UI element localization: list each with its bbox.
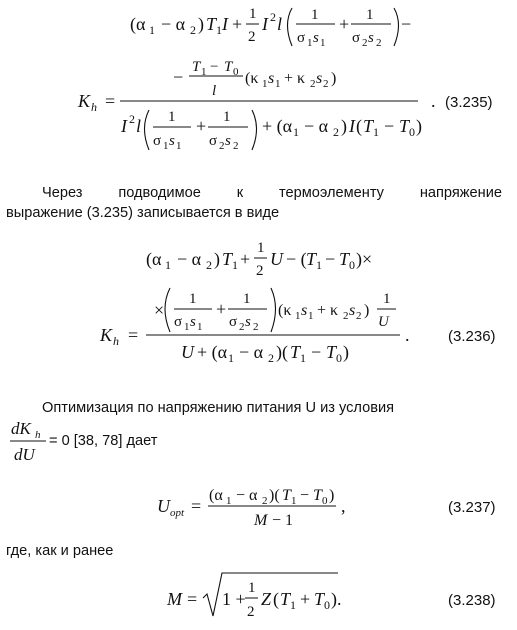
svg-text:1: 1 bbox=[248, 580, 256, 596]
svg-text:=: = bbox=[128, 325, 139, 345]
svg-text:+ κ: + κ bbox=[284, 70, 306, 87]
svg-text:2: 2 bbox=[248, 29, 256, 45]
svg-text:1: 1 bbox=[295, 310, 301, 322]
svg-text:1: 1 bbox=[308, 310, 314, 322]
svg-text:1: 1 bbox=[373, 125, 379, 139]
svg-text:(: ( bbox=[273, 589, 279, 609]
svg-text:1: 1 bbox=[232, 258, 238, 272]
svg-text:1: 1 bbox=[163, 140, 169, 152]
svg-text:T: T bbox=[224, 59, 233, 75]
svg-text:− (: − ( bbox=[286, 249, 307, 269]
svg-text:1: 1 bbox=[149, 23, 155, 37]
svg-text:): ) bbox=[416, 116, 422, 136]
svg-text:dU: dU bbox=[14, 445, 35, 464]
svg-text:σ: σ bbox=[229, 314, 238, 330]
svg-text:−: − bbox=[384, 116, 395, 136]
svg-text:2: 2 bbox=[270, 10, 276, 24]
svg-text:I: I bbox=[349, 116, 355, 136]
svg-text:): ) bbox=[364, 302, 370, 319]
svg-text:T: T bbox=[306, 249, 317, 269]
svg-text:+ (α: + (α bbox=[262, 116, 293, 136]
svg-text:1: 1 bbox=[291, 495, 297, 507]
svg-text:2: 2 bbox=[239, 321, 245, 333]
svg-text:(α: (α bbox=[130, 14, 146, 34]
svg-text:−: − bbox=[210, 59, 219, 75]
svg-text:): ) bbox=[329, 487, 335, 504]
svg-text:−: − bbox=[173, 67, 184, 87]
svg-text:×: × bbox=[154, 300, 165, 320]
word: термоэлементу bbox=[278, 185, 384, 201]
svg-text:− α: − α bbox=[161, 14, 186, 34]
svg-text:1: 1 bbox=[300, 351, 306, 365]
svg-text:): ) bbox=[343, 342, 349, 362]
svg-text:): ) bbox=[198, 14, 204, 34]
svg-text:T: T bbox=[363, 116, 374, 136]
svg-text:K: K bbox=[100, 325, 113, 345]
word: к bbox=[236, 185, 244, 201]
svg-text:s: s bbox=[349, 302, 356, 319]
svg-text:1: 1 bbox=[223, 109, 231, 125]
svg-text:−: − bbox=[325, 249, 336, 269]
svg-text:1: 1 bbox=[320, 37, 326, 49]
svg-text:T: T bbox=[222, 249, 233, 269]
svg-text:U: U bbox=[270, 249, 283, 269]
svg-text:T: T bbox=[399, 116, 410, 136]
svg-text:opt: opt bbox=[170, 507, 185, 519]
svg-text:2: 2 bbox=[129, 112, 135, 126]
svg-text:T: T bbox=[280, 589, 291, 609]
svg-text:2: 2 bbox=[356, 310, 362, 322]
svg-text:=: = bbox=[191, 496, 202, 516]
svg-text:1 +: 1 + bbox=[222, 589, 246, 609]
svg-text:0: 0 bbox=[324, 598, 330, 612]
svg-text:2: 2 bbox=[262, 495, 268, 507]
svg-text:(α: (α bbox=[209, 487, 223, 504]
svg-text:0: 0 bbox=[409, 125, 415, 139]
svg-text:0: 0 bbox=[322, 495, 328, 507]
svg-text:U: U bbox=[378, 314, 389, 330]
svg-text:K: K bbox=[78, 91, 91, 111]
svg-text:Z: Z bbox=[261, 589, 272, 609]
svg-text:T: T bbox=[326, 342, 337, 362]
svg-text:1: 1 bbox=[216, 23, 222, 37]
svg-text:1: 1 bbox=[366, 7, 374, 23]
word: напряжение bbox=[419, 185, 502, 201]
svg-text:2: 2 bbox=[206, 258, 212, 272]
svg-text:1: 1 bbox=[243, 291, 251, 307]
svg-text:): ) bbox=[341, 116, 347, 136]
svg-text:− α: − α bbox=[239, 342, 264, 362]
svg-text:− α: − α bbox=[304, 116, 329, 136]
svg-text:M: M bbox=[254, 512, 268, 529]
svg-text:1: 1 bbox=[307, 37, 313, 49]
equation-3-238 bbox=[0, 564, 517, 630]
svg-text:): ) bbox=[331, 70, 337, 87]
svg-text:(: ( bbox=[356, 116, 362, 136]
svg-text:1: 1 bbox=[201, 66, 207, 78]
svg-text:(κ: (κ bbox=[245, 70, 259, 87]
svg-text:l: l bbox=[136, 116, 142, 136]
svg-text:1: 1 bbox=[275, 78, 281, 90]
svg-text:h: h bbox=[113, 334, 119, 348]
svg-text:− 1: − 1 bbox=[272, 512, 294, 529]
svg-text:)(: )( bbox=[269, 487, 280, 504]
svg-text:2: 2 bbox=[343, 310, 349, 322]
svg-text:s: s bbox=[225, 133, 231, 149]
svg-text:T: T bbox=[313, 487, 322, 504]
svg-text:−: − bbox=[311, 342, 322, 362]
svg-text:1: 1 bbox=[165, 258, 171, 272]
svg-text:(κ: (κ bbox=[278, 302, 292, 319]
svg-text:2: 2 bbox=[219, 140, 225, 152]
svg-text:s: s bbox=[301, 302, 308, 319]
equation-number: (3.235) bbox=[445, 94, 493, 111]
svg-text:.: . bbox=[405, 325, 410, 345]
svg-text:σ: σ bbox=[174, 314, 183, 330]
svg-text:l: l bbox=[277, 14, 283, 34]
svg-text:T: T bbox=[206, 14, 217, 34]
paragraph-2-line-1: Оптимизация по напряжению питания U из условия bbox=[42, 400, 395, 416]
svg-text:1: 1 bbox=[197, 321, 203, 333]
svg-text:2: 2 bbox=[362, 37, 368, 49]
svg-text:+: + bbox=[240, 249, 251, 269]
paragraph-3: где, как и ранее bbox=[6, 543, 114, 559]
svg-text:1: 1 bbox=[311, 7, 319, 23]
svg-text:,: , bbox=[341, 496, 346, 516]
svg-text:σ: σ bbox=[209, 133, 218, 149]
paragraph-1-line-2: выражение (3.235) записывается в виде bbox=[6, 205, 280, 221]
svg-text:+: + bbox=[216, 299, 227, 319]
svg-text:)(: )( bbox=[276, 342, 288, 362]
svg-text:1: 1 bbox=[293, 125, 299, 139]
equation-3-235 bbox=[0, 0, 517, 175]
word: подводимое bbox=[118, 185, 201, 201]
svg-text:s: s bbox=[316, 70, 323, 87]
svg-text:2: 2 bbox=[376, 37, 382, 49]
svg-text:1: 1 bbox=[189, 291, 197, 307]
svg-text:−: − bbox=[300, 487, 310, 504]
svg-text:2: 2 bbox=[310, 78, 316, 90]
svg-text:): ) bbox=[214, 249, 220, 269]
svg-text:2: 2 bbox=[333, 125, 339, 139]
svg-text:.: . bbox=[431, 91, 436, 111]
svg-text:=: = bbox=[105, 91, 116, 111]
svg-text:− α: − α bbox=[177, 249, 202, 269]
svg-text:h: h bbox=[91, 100, 97, 114]
svg-text:dK: dK bbox=[11, 419, 31, 438]
svg-text:T: T bbox=[282, 487, 291, 504]
word: Через bbox=[42, 185, 83, 201]
svg-text:+: + bbox=[339, 14, 350, 34]
svg-text:1: 1 bbox=[262, 78, 268, 90]
svg-text:2: 2 bbox=[323, 78, 329, 90]
svg-text:U: U bbox=[181, 342, 194, 362]
svg-text:s: s bbox=[313, 30, 319, 46]
svg-text:).: ). bbox=[331, 589, 342, 609]
paragraph-2-line-2: = 0 [38, 78] дает bbox=[49, 433, 158, 449]
svg-text:1: 1 bbox=[228, 351, 234, 365]
svg-text:2: 2 bbox=[253, 321, 259, 333]
svg-text:T: T bbox=[192, 59, 201, 75]
svg-text:)×: )× bbox=[356, 249, 373, 269]
svg-text:2: 2 bbox=[233, 140, 239, 152]
svg-text:s: s bbox=[245, 314, 251, 330]
svg-text:+ (α: + (α bbox=[197, 342, 228, 362]
svg-text:2: 2 bbox=[190, 23, 196, 37]
svg-text:s: s bbox=[169, 133, 175, 149]
svg-text:2: 2 bbox=[247, 604, 255, 620]
svg-text:1: 1 bbox=[383, 291, 391, 307]
svg-text:T: T bbox=[314, 589, 325, 609]
svg-text:(α: (α bbox=[146, 249, 162, 269]
equation-3-237 bbox=[0, 478, 517, 538]
svg-text:T: T bbox=[339, 249, 350, 269]
svg-text:0: 0 bbox=[349, 258, 355, 272]
svg-text:0: 0 bbox=[336, 351, 342, 365]
svg-text:σ: σ bbox=[352, 30, 361, 46]
equation-3-236 bbox=[0, 228, 517, 368]
svg-text:σ: σ bbox=[153, 133, 162, 149]
svg-text:1: 1 bbox=[226, 495, 232, 507]
equation-number: (3.238) bbox=[448, 592, 496, 609]
svg-text:l: l bbox=[212, 83, 217, 99]
svg-text:s: s bbox=[368, 30, 374, 46]
equation-number: (3.237) bbox=[448, 499, 496, 516]
svg-text:−: − bbox=[401, 14, 412, 34]
svg-text:2: 2 bbox=[268, 351, 274, 365]
svg-text:σ: σ bbox=[297, 30, 306, 46]
svg-text:U: U bbox=[157, 496, 170, 516]
svg-text:1: 1 bbox=[176, 140, 182, 152]
svg-text:2: 2 bbox=[256, 263, 264, 279]
svg-text:=: = bbox=[187, 589, 198, 609]
svg-text:s: s bbox=[190, 314, 196, 330]
svg-text:+ κ: + κ bbox=[317, 302, 339, 319]
svg-text:I: I bbox=[121, 116, 127, 136]
svg-text:M: M bbox=[167, 589, 182, 609]
svg-text:+: + bbox=[300, 589, 311, 609]
svg-text:+: + bbox=[196, 116, 207, 136]
svg-text:1: 1 bbox=[316, 258, 322, 272]
svg-text:I: I bbox=[262, 14, 268, 34]
paragraph-1-line-1 bbox=[42, 183, 502, 203]
svg-text:0: 0 bbox=[233, 66, 239, 78]
equation-number: (3.236) bbox=[448, 328, 496, 345]
svg-text:1: 1 bbox=[290, 598, 296, 612]
svg-text:I: I bbox=[222, 14, 228, 34]
svg-text:1: 1 bbox=[257, 240, 265, 256]
svg-text:1: 1 bbox=[184, 321, 190, 333]
svg-text:h: h bbox=[35, 429, 41, 441]
svg-text:+: + bbox=[232, 14, 243, 34]
svg-text:s: s bbox=[268, 70, 275, 87]
svg-text:− α: − α bbox=[236, 487, 258, 504]
svg-text:T: T bbox=[290, 342, 301, 362]
svg-text:1: 1 bbox=[249, 6, 257, 22]
svg-text:1: 1 bbox=[168, 109, 176, 125]
